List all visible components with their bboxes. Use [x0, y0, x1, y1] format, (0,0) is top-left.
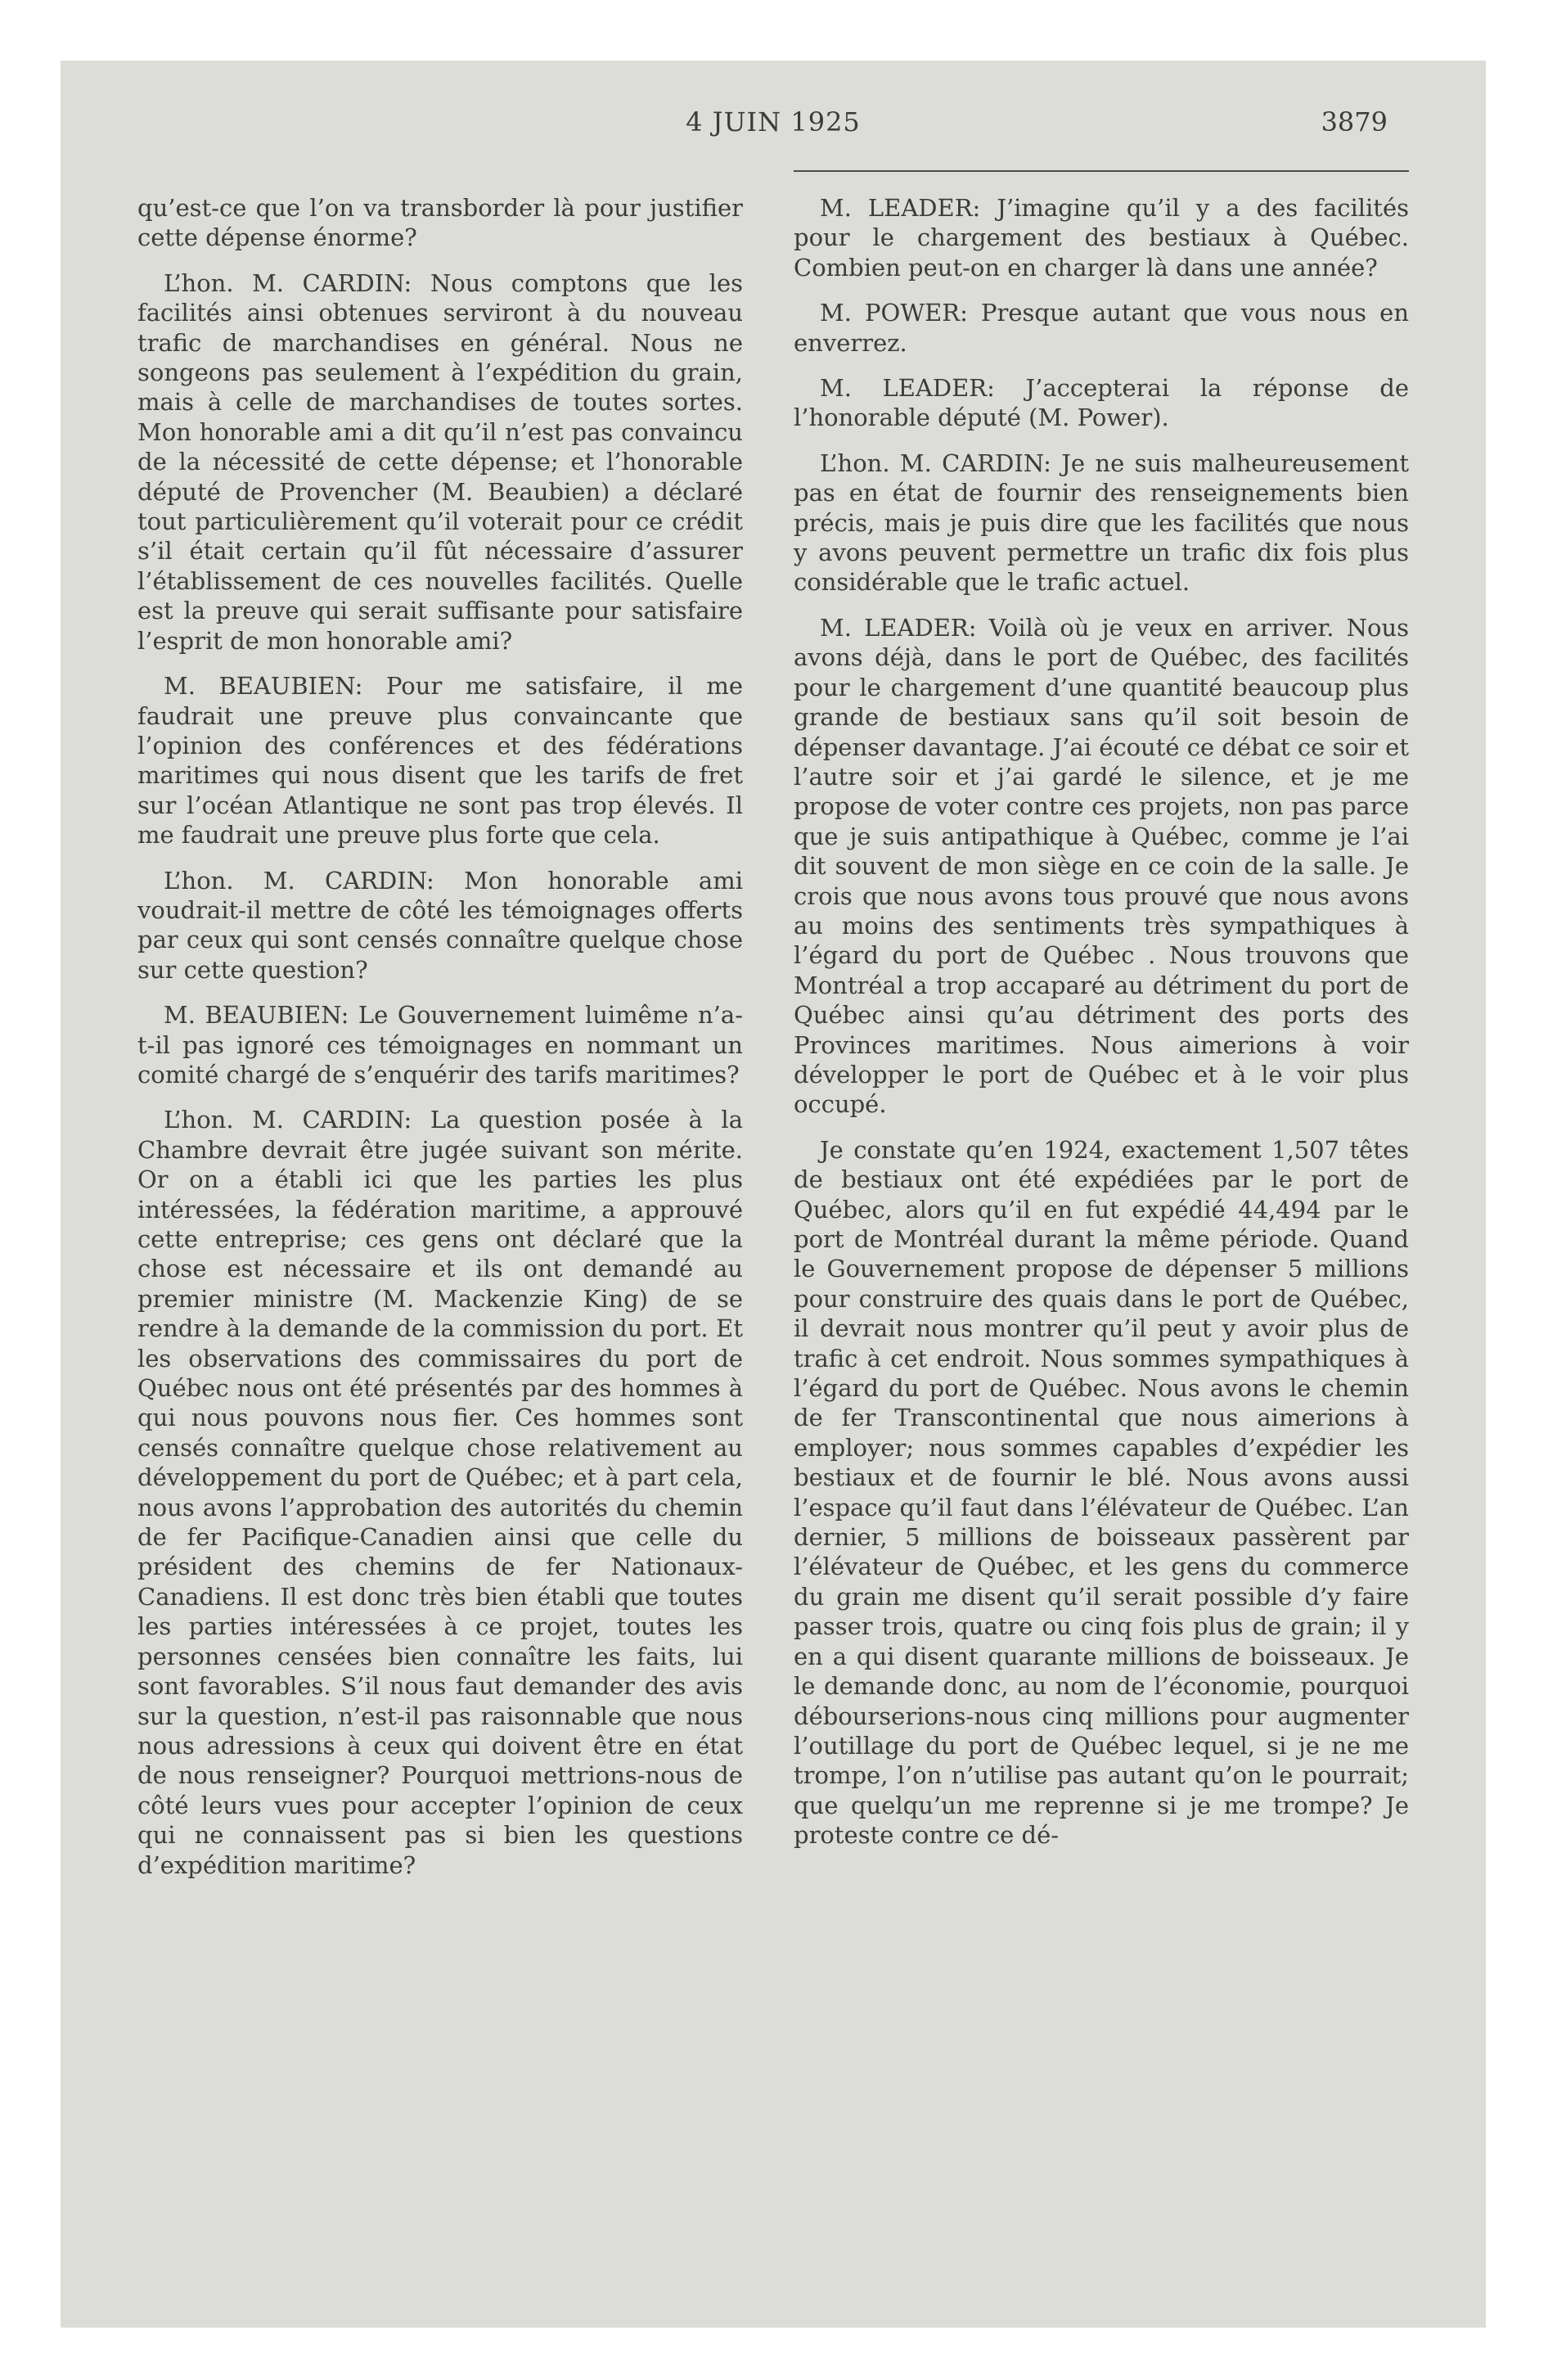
page-date: 4 JUIN 1925: [686, 106, 861, 137]
paragraph: L’hon. M. CARDIN: Mon honorable ami voudrait-il mettre de côté les témoignages offerts par ceux qui sont censés connaître quelque chose sur cette question?: [137, 866, 743, 984]
page-header: [61, 106, 1486, 156]
paragraph: L’hon. M. CARDIN: Je ne suis malheureusement pas en état de fournir des renseignements bien précis, mais je puis dire que les facilités que nous y avons peuvent permettre un trafic dix fois plus considérable que le trafic actuel.: [794, 449, 1409, 597]
paragraph: M. BEAUBIEN: Le Gouvernement luimême n’a-t-il pas ignoré ces témoignages en nommant un comité chargé de s’enquérir des tarifs maritimes?: [137, 1001, 743, 1089]
paragraph: M. POWER: Presque autant que vous nous en enverrez.: [794, 299, 1409, 357]
paragraph: M. LEADER: J’imagine qu’il y a des facilités pour le chargement des bestiaux à Québec. Combien peut-on en charger là dans une année?: [794, 194, 1409, 282]
page-number: 3879: [1321, 106, 1388, 137]
paragraph: M. BEAUBIEN: Pour me satisfaire, il me faudrait une preuve plus convaincante que l’opinion des conférences et des fédérations maritimes qui nous disent que les tarifs de fret sur l’océan Atlantique ne sont pas trop élevés. Il me faudrait une preuve plus forte que cela.: [137, 672, 743, 850]
paragraph: qu’est-ce que l’on va transborder là pour justifier cette dépense énorme?: [137, 194, 743, 252]
paragraph: L’hon. M. CARDIN: Nous comptons que les facilités ainsi obtenues serviront à du nouveau trafic de marchandises en général. Nous ne songeons pas seulement à l’expédition du grain, mais à celle de marchandises de toutes sortes. Mon honorable ami a dit qu’il n’est pas convaincu de la nécessité de cette dépense; et l’honorable député de Provencher (M. Beaubien) a déclaré tout particulièrement qu’il voterait pour ce crédit s’il était certain qu’il fût nécessaire d’assurer l’établissement de ces nouvelles facilités. Quelle est la preuve qui serait suffisante pour satisfaire l’esprit de mon honorable ami?: [137, 268, 743, 655]
left-column: [137, 193, 743, 1895]
paragraph: Je constate qu’en 1924, exactement 1,507 têtes de bestiaux ont été expédiées par le port de Québec, alors qu’il en fut expédié 44,494 par le port de Montréal durant la même période. Quand le Gouvernement propose de dépenser 5 millions pour construire des quais dans le port de Québec, il devrait nous montrer qu’il peut y avoir plus de trafic à cet endroit. Nous sommes sympathiques à l’égard du port de Québec. Nous avons le chemin de fer Transcontinental que nous aimerions à employer; nous sommes capables d’expédier les bestiaux et de fournir le blé. Nous avons aussi l’espace qu’il faut dans l’élévateur de Québec. L’an dernier, 5 millions de boisseaux passèrent par l’élévateur de Québec, et les gens du commerce du grain me disent qu’il serait possible d’y faire passer trois, quatre ou cinq fois plus de grain; il y en a qui disent quarante millions de boisseaux. Je le demande donc, au nom de l’économie, pourquoi débourserions-nous cinq millions pour augmenter l’outillage du port de Québec lequel, si je ne me trompe, l’on n’utilise pas autant qu’on le pourrait; que quelqu’un me reprenne si je me trompe? Je proteste contre ce dé-: [794, 1135, 1409, 1850]
right-column: [794, 193, 1409, 1866]
paragraph: L’hon. M. CARDIN: La question posée à la Chambre devrait être jugée suivant son mérite. Or on a établi ici que les parties les plus intéressées, la fédération maritime, a approuvé cette entreprise; ces gens ont déclaré que la chose est nécessaire et ils ont demandé au premier ministre (M. Mackenzie King) de se rendre à la demande de la commission du port. Et les observations des commissaires du port de Québec nous ont été présentés par des hommes à qui nous pouvons nous fier. Ces hommes sont censés connaître quelque chose relativement au développement du port de Québec; et à part cela, nous avons l’approbation des autorités du chemin de fer Pacifique-Canadien ainsi que celle du président des chemins de fer Nationaux-Canadiens. Il est donc très bien établi que toutes les parties intéressées à ce projet, toutes les personnes censées bien connaître les faits, lui sont favorables. S’il nous faut demander des avis sur la question, n’est-il pas raisonnable que nous nous adressions à ceux qui doivent être en état de nous renseigner? Pourquoi mettrions-nous de côté leurs vues pour accepter l’opinion de ceux qui ne connaissent pas si bien les questions d’expédition maritime?: [137, 1106, 743, 1879]
paragraph: M. LEADER: Voilà où je veux en arriver. Nous avons déjà, dans le port de Québec, des facilités pour le chargement d’une quantité beaucoup plus grande de bestiaux sans qu’il soit besoin de dépenser davantage. J’ai écouté ce débat ce soir et l’autre soir et j’ai gardé le silence, et je me propose de voter contre ces projets, non pas parce que je suis antipathique à Québec, comme je l’ai dit souvent de mon siège en ce coin de la salle. Je crois que nous avons tous prouvé que nous avons au moins des sentiments très sympathiques à l’égard du port de Québec . Nous trouvons que Montréal a trop accaparé au détriment du port de Québec ainsi qu’au détriment des ports des Provinces maritimes. Nous aimerions à voir développer le port de Québec et à le voir plus occupé.: [794, 613, 1409, 1119]
paragraph: M. LEADER: J’accepterai la réponse de l’honorable député (M. Power).: [794, 374, 1409, 432]
column-rule: [794, 170, 1409, 172]
